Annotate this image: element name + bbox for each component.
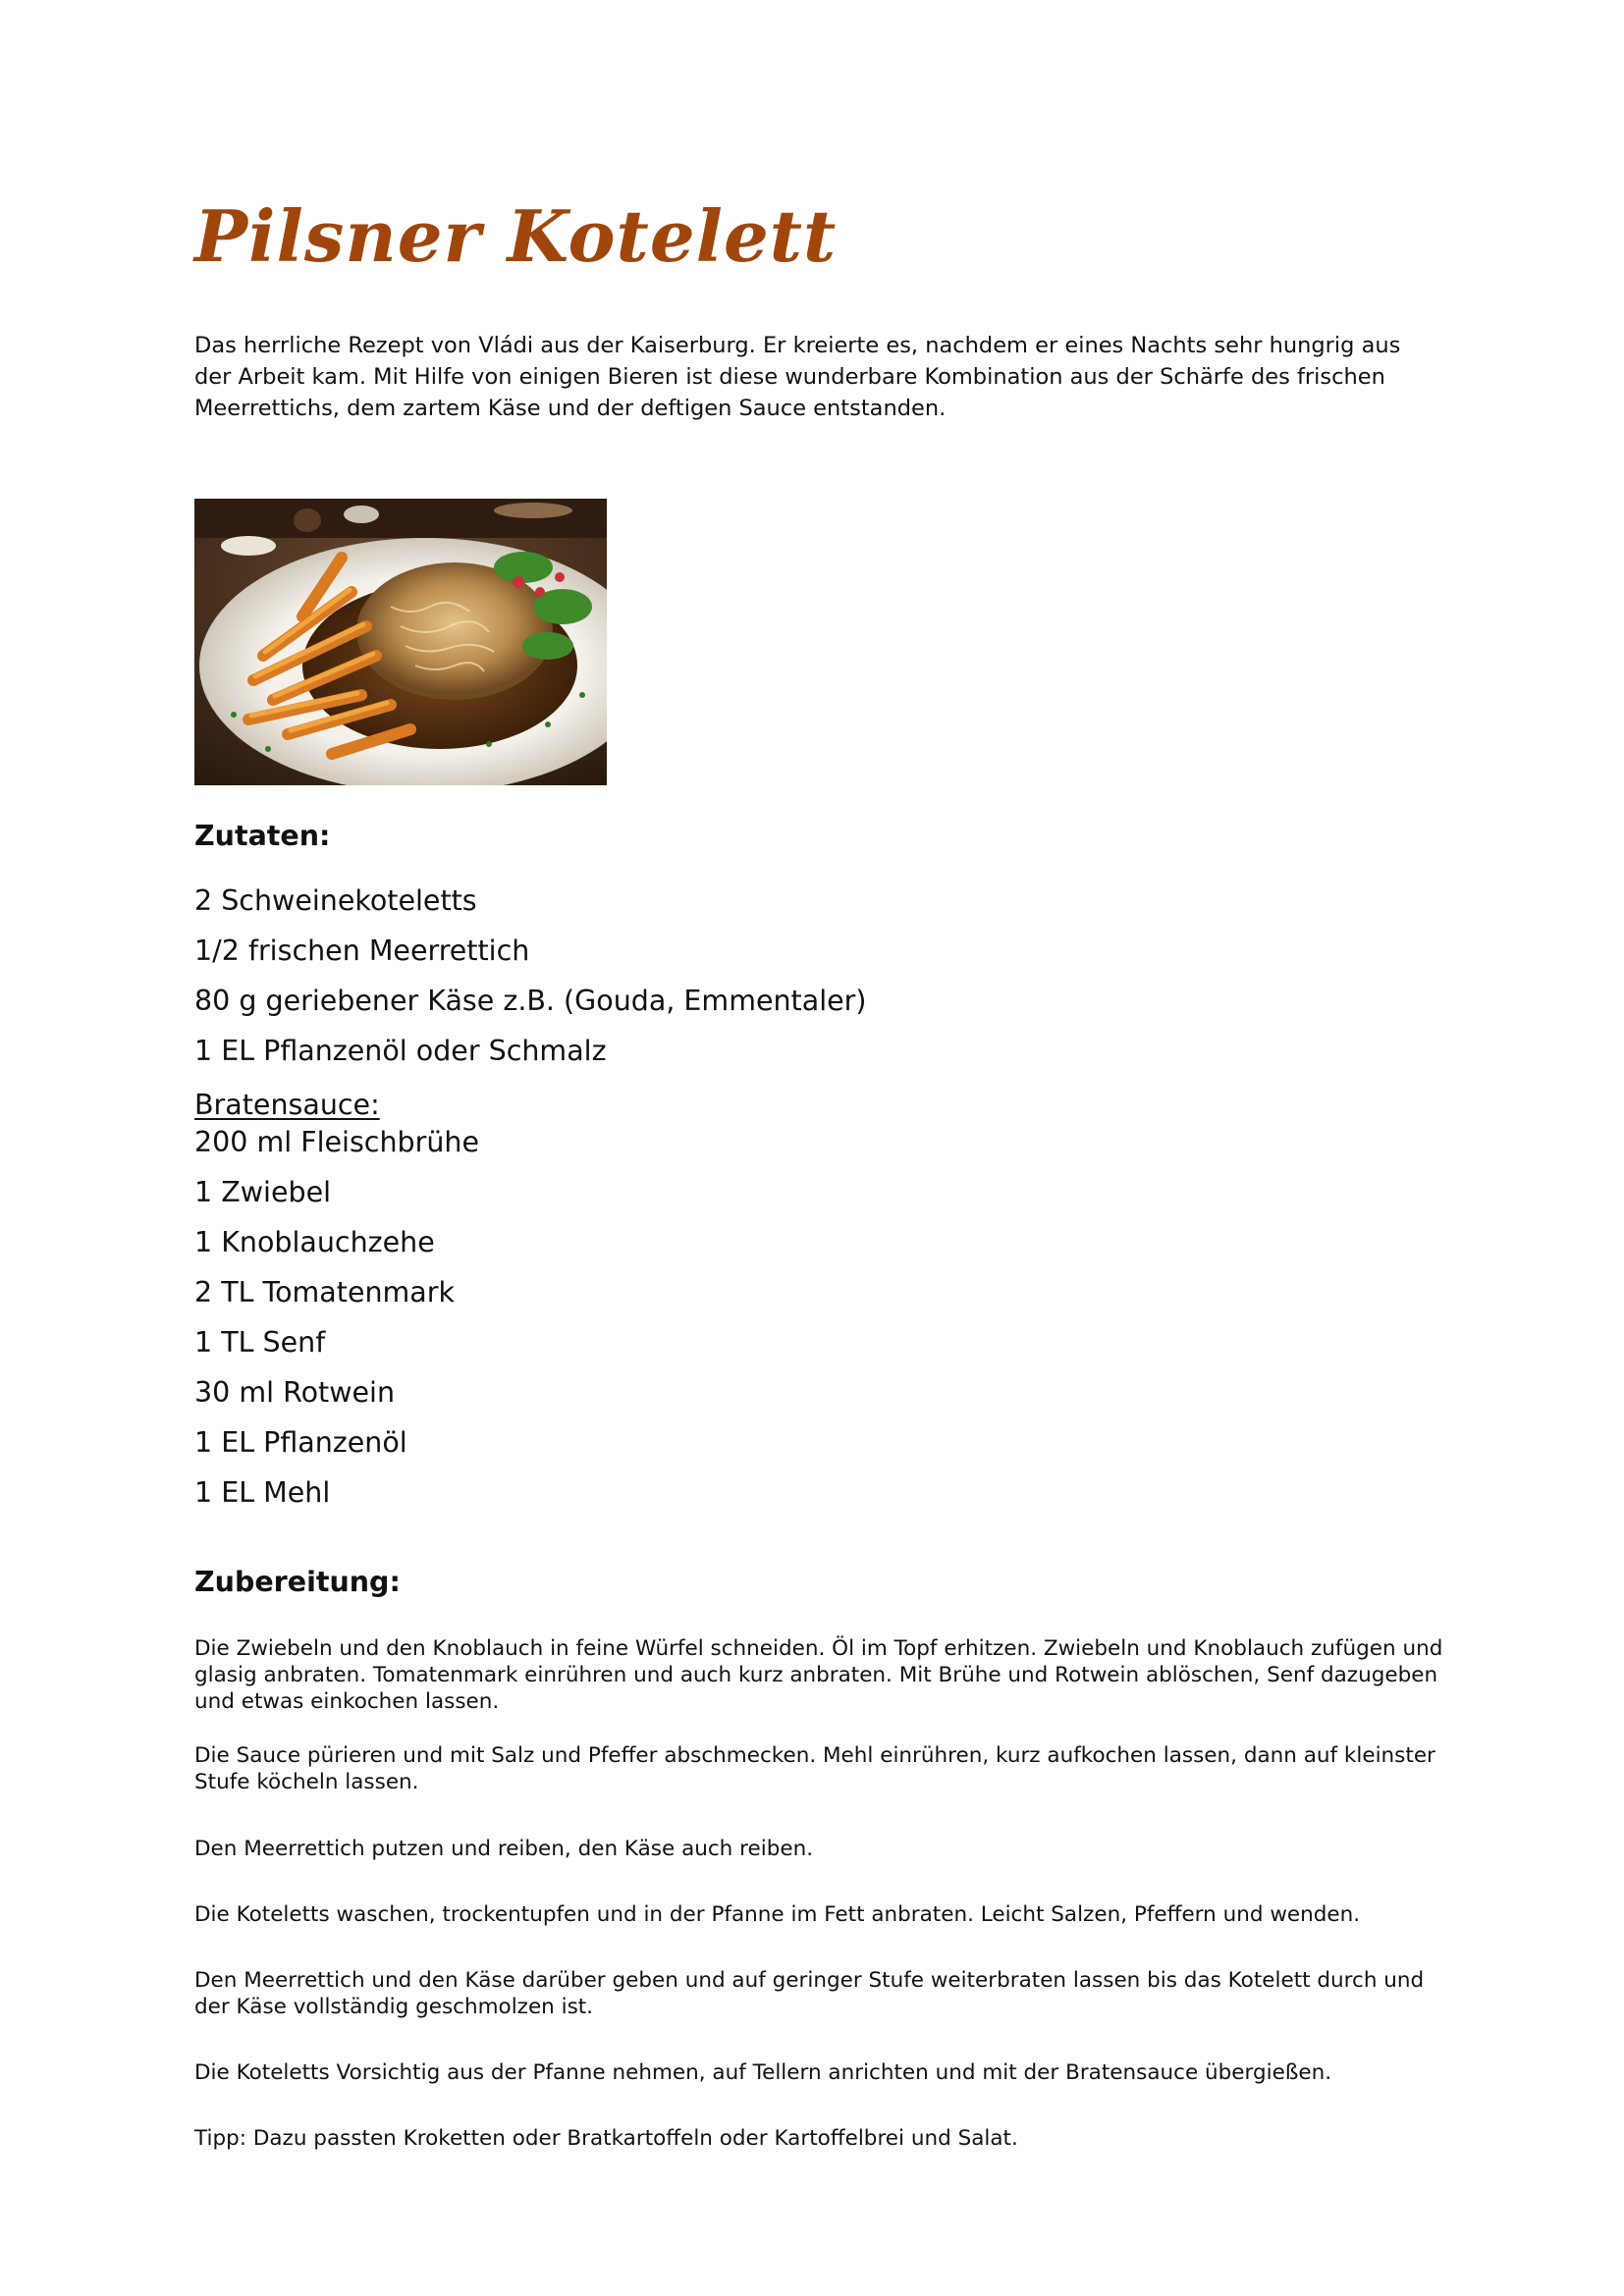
dish-photo: [194, 499, 607, 785]
preparation-heading: Zubereitung:: [194, 1566, 401, 1598]
list-item: 1/2 frischen Meerrettich: [194, 934, 530, 967]
list-item: 1 EL Pflanzenöl oder Schmalz: [194, 1035, 607, 1067]
ingredients-list: [194, 881, 1373, 1082]
list-item: 1 Zwiebel: [194, 1176, 332, 1208]
ingredients-heading: Zutaten:: [194, 820, 331, 852]
list-item: 30 ml Rotwein: [194, 1376, 396, 1409]
preparation-tip: Tipp: Dazu passten Kroketten oder Bratkartoffeln oder Kartoffelbrei und Salat.: [194, 2126, 1018, 2151]
preparation-step-2: Die Sauce pürieren und mit Salz und Pfeffer abschmecken. Mehl einrühren, kurz aufkochen lassen, dann auf kleinster Stufe köcheln lassen.: [194, 1743, 1435, 1794]
preparation-step-5: Den Meerrettich und den Käse darüber geben und auf geringer Stufe weiterbraten lassen bis das Kotelett durch und der Käse vollständig geschmolzen ist.: [194, 1968, 1425, 2019]
list-item: 1 EL Pflanzenöl: [194, 1426, 407, 1459]
sauce-ingredients-list: [194, 1123, 1373, 1523]
list-item: 1 TL Senf: [194, 1326, 326, 1359]
preparation-step-3: Den Meerrettich putzen und reiben, den Käse auch reiben.: [194, 1837, 814, 1861]
list-item: 1 Knoblauchzehe: [194, 1226, 435, 1258]
list-item: 2 Schweinekoteletts: [194, 884, 477, 917]
dish-photo-icon: [194, 499, 607, 785]
preparation-step-1: Die Zwiebeln und den Knoblauch in feine Würfel schneiden. Öl im Topf erhitzen. Zwiebeln und Knoblauch zufügen und glasig anbraten. Tomatenmark einrühren und auch kurz anbraten. Mit Brühe und Rotwein ablöschen, Senf dazugeben und etwas einkochen lassen.: [194, 1636, 1443, 1714]
preparation-step-6: Die Koteletts Vorsichtig aus der Pfanne nehmen, auf Tellern anrichten und mit der Bratensauce übergießen.: [194, 2060, 1332, 2085]
list-item: 2 TL Tomatenmark: [194, 1276, 455, 1308]
list-item: 200 ml Fleischbrühe: [194, 1126, 480, 1158]
preparation-step-4: Die Koteletts waschen, trockentupfen und in der Pfanne im Fett anbraten. Leicht Salzen, Pfeffern und wenden.: [194, 1902, 1361, 1927]
page-title: Pilsner Kotelett: [194, 194, 838, 278]
list-item: 1 EL Mehl: [194, 1476, 331, 1509]
list-item: 80 g geriebener Käse z.B. (Gouda, Emmentaler): [194, 985, 867, 1017]
sauce-heading: Bratensauce:: [194, 1089, 380, 1121]
intro-paragraph: Das herrliche Rezept von Vládi aus der Kaiserburg. Er kreierte es, nachdem er eines Nachts sehr hungrig aus der Arbeit kam. Mit Hilfe von einigen Bieren ist diese wunderbare Kombination aus der Schärfe des frischen Meerrettichs, dem zartem Käse und der deftigen Sauce entstanden.: [194, 333, 1401, 421]
